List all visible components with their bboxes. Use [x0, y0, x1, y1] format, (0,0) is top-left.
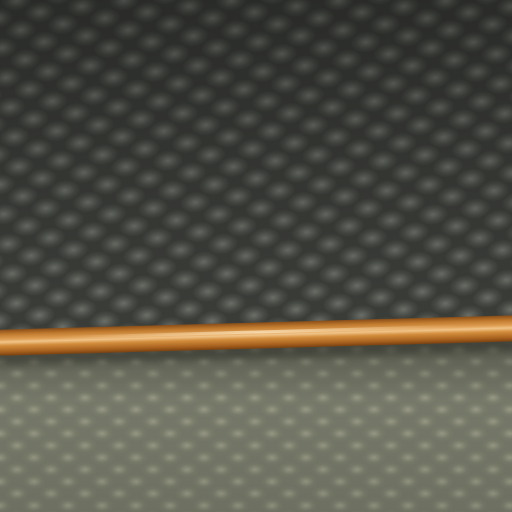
- light-fabric-shading: [0, 340, 512, 512]
